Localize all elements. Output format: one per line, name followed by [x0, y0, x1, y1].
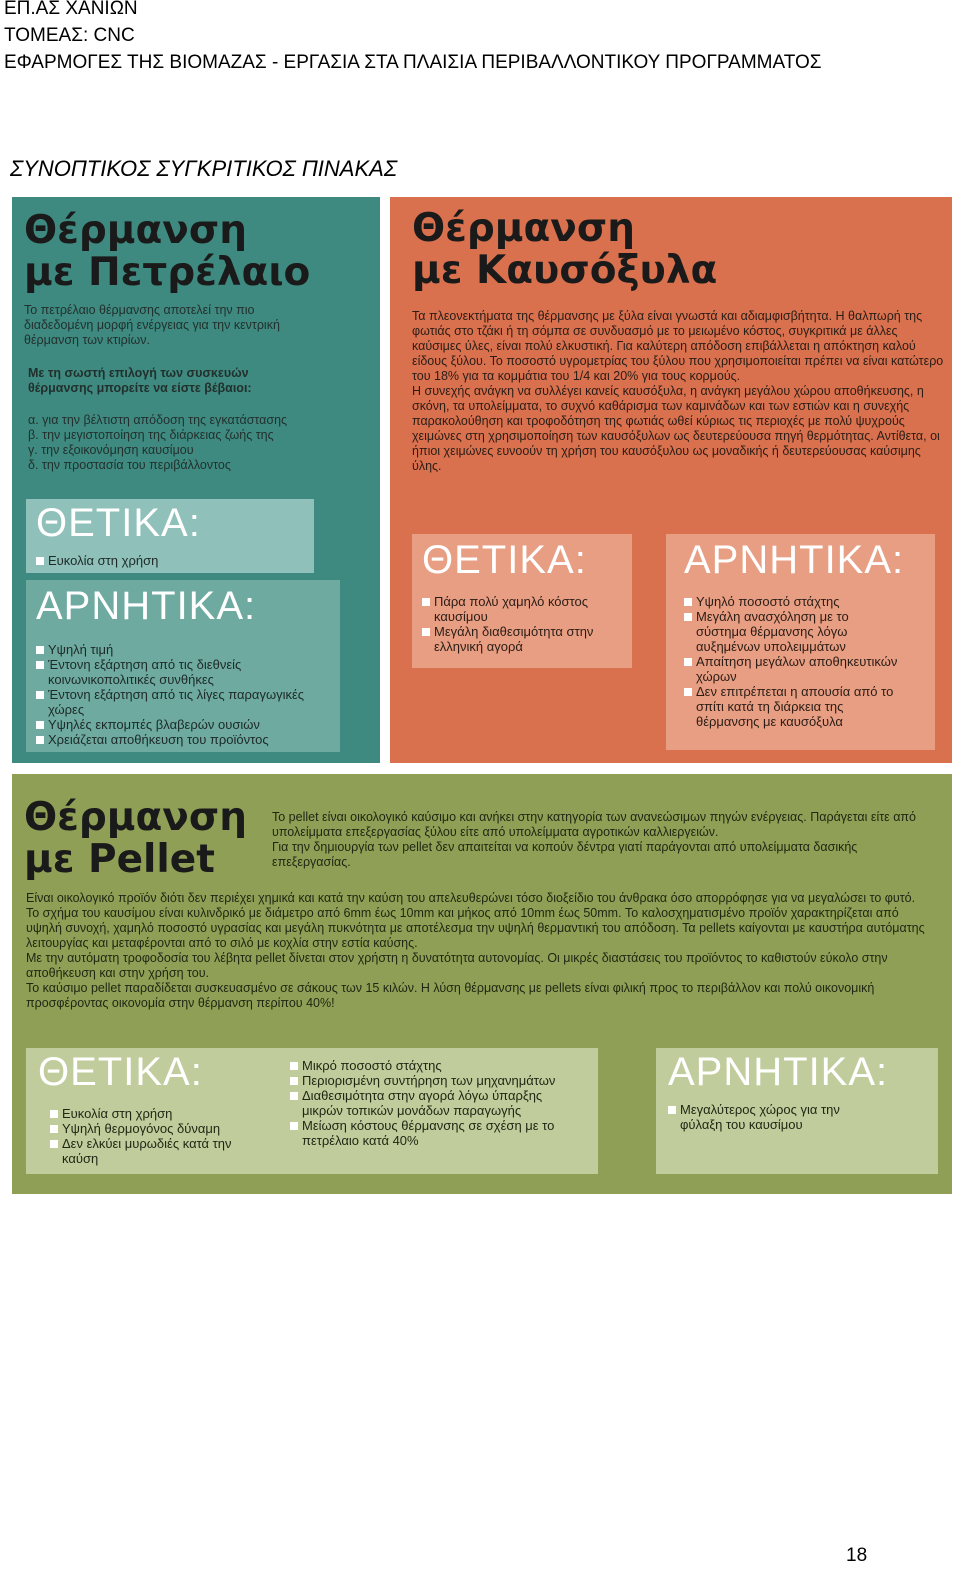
pellet-pro-item: Μείωση κόστους θέρμανσης σε σχέση με το πετρέλαιο κατά 40%	[290, 1118, 586, 1148]
page-number: 18	[846, 1545, 868, 1566]
wood-pro-item: Πάρα πολύ χαμηλό κόστος καυσίμου	[422, 594, 622, 624]
wood-pros-title: ΘΕΤΙΚΑ:	[422, 538, 587, 582]
pellet-paragraph: Το σχήμα του καυσίμου είναι κυλινδρικό με διάμετρο από 6mm έως 10mm και μήκος από 10mm έως 50mm. Το καλοσχηματισμένο προϊόν χαρακτηρίζεται από υψηλή συνοχή, χαμηλό ποσοστό υγρασίας και μεγάλη πυκνότητα με αποτέλεσμα την υψηλή θερμαντική του απόδοση. Τα pellets καίγονται με καυστήρα αυτόματης λειτουργίας και μεταφέρονται από το σιλό με κοχλία στην εστία καύσης.	[26, 906, 925, 950]
wood-title-line1: Θέρμανση	[412, 206, 635, 251]
wood-con-item: Απαίτηση μεγάλων αποθηκευτικών χώρων	[684, 654, 899, 684]
wood-title-line2: με Καυσόξυλα	[412, 248, 718, 293]
pellet-title-line1: Θέρμανση	[24, 795, 247, 840]
pellet-heating-panel	[12, 774, 952, 1194]
pellet-paragraph: Με την αυτόματη τροφοδοσία του λέβητα pellet δίνεται στον χρήστη η δυνατότητα αυτονομίας. Οι μικρές διαστάσεις του προϊόντος το καθιστούν εύκολο στην αποθήκευση και στην χρήση του.	[26, 951, 888, 980]
wood-con-item: Μεγάλη ανασχόληση με το σύστημα θέρμανσης λόγω αυξημένων υπολειμμάτων	[684, 609, 899, 654]
wood-paragraph: Τα πλεονεκτήματα της θέρμανσης με ξύλα είναι γνωστά και αδιαμφισβήτητα. Η θαλπωρή της φωτιάς στο τζάκι ή τη σόμπα σε συνδυασμό με το μειωμένο κόστος, συγκριτικά με άλλες καύσιμες ύλες, είναι πολύ ελκυστική. Για καλύτερη απόδοση επιβάλλεται η απόκτηση καλού είδους ξύλου. Το ποσοστό υγρομετρίας του ξύλου που χρησιμοποιείται πρέπει να είναι κατώτερο του 18% για τα κομμάτια του 1/4 και 20% για τους κορμούς.	[412, 309, 944, 383]
pellet-pro-item: Μικρό ποσοστό στάχτης	[290, 1058, 586, 1073]
pellet-intro	[272, 810, 932, 870]
oil-cons-title: ΑΡΝΗΤΙΚΑ:	[36, 584, 257, 628]
pellet-intro-paragraph: Το pellet είναι οικολογικό καύσιμο και ανήκει στην κατηγορία των ανανεώσιμων πηγών ενέργειας. Παράγεται είτε από υπολείμματα επεξεργασίας ξύλου είτε από υπολείμματα αγροτικών καλλιεργειών.	[272, 810, 917, 839]
oil-pros-box	[26, 499, 314, 573]
oil-con-item: Έντονη εξάρτηση από τις λίγες παραγωγικές χώρες	[36, 687, 330, 717]
header-sector: ΤΟΜΕΑΣ: CNC	[4, 25, 135, 46]
wood-heating-panel	[390, 197, 952, 763]
oil-con-item: Υψηλή τιμή	[36, 642, 330, 657]
oil-intro: Το πετρέλαιο θέρμανσης αποτελεί την πιο διαδεδομένη μορφή ενέργειας για την κεντρική θέρμανση των κτιρίων.	[24, 303, 280, 347]
pellet-pro-item: Δεν ελκύει μυρωδιές κατά την καύση	[50, 1136, 250, 1166]
wood-paragraph: Η συνεχής ανάγκη να συλλέγει κανείς καυσόξυλα, η ανάγκη μεγάλου χώρου αποθήκευσης, η σκόνη, τα υπολείμματα, το συχνό καθάρισμα των καμινάδων και των εστιών και η συνεχής παρακολούθηση και τροφοδότηση της φωτιάς ωθεί κύριως τις περιοχές με πολύ ψυχρούς χειμώνες στη χρησιμοποίηση των καυσόξυλων ως δευτερεύουσα πηγή θερμότητας. Αντίθετα, οι ήπιοι χειμώνες ευνοούν τη χρήση του καυσόξυλου ως μοναδικής ή δευτερεύουσας καύσιμης ύλης.	[412, 384, 940, 473]
pellet-title-line2: με Pellet	[24, 837, 215, 882]
oil-title-line1: Θέρμανση	[24, 208, 247, 253]
pellet-pro-item: Διαθεσιμότητα στην αγορά λόγω ύπαρξης μικρών τοπικών μονάδων παραγωγής	[290, 1088, 586, 1118]
oil-pros-title: ΘΕΤΙΚΑ:	[36, 501, 201, 545]
wood-pros-box	[412, 534, 632, 668]
pellet-cons-box	[656, 1048, 938, 1174]
oil-title-line2: με Πετρέλαιο	[24, 250, 311, 295]
wood-con-item: Υψηλό ποσοστό στάχτης	[684, 594, 899, 609]
oil-point: α. για την βέλτιστη απόδοση της εγκατάστασης	[28, 413, 288, 427]
oil-con-item: Υψηλές εκπομπές βλαβερών ουσιών	[36, 717, 330, 732]
oil-point: γ. την εξοικονόμηση καυσίμου	[28, 443, 194, 457]
pellet-cons-title: ΑΡΝΗΤΙΚΑ:	[668, 1050, 889, 1094]
pellet-paragraph: Το καύσιμο pellet παραδίδεται συσκευασμένο σε σάκους των 15 κιλών. Η λύση θέρμανσης με pellets είναι φιλική προς το περιβάλλον και πολύ οικονομική προσφέροντας οικονομία στην θέρμανση περίπου 40%!	[26, 981, 875, 1010]
pellet-pro-item: Περιορισμένη συντήρηση των μηχανημάτων	[290, 1073, 586, 1088]
pellet-pros-box	[26, 1048, 598, 1174]
oil-points	[28, 413, 368, 473]
oil-lead: Με τη σωστή επιλογή των συσκευών θέρμανσης μπορείτε να είστε βέβαιοι:	[28, 366, 252, 395]
pellet-intro-paragraph: Για την δημιουργία των pellet δεν απαιτείται να κοπούν δέντρα γιατί παράγονται από υπολείμματα δασικής επεξεργασίας.	[272, 840, 858, 869]
wood-con-item: Δεν επιτρέπεται η απουσία από το σπίτι κατά τη διάρκεια της θέρμανσης με καυσόξυλα	[684, 684, 899, 729]
oil-con-item: Χρειάζεται αποθήκευση του προϊόντος	[36, 732, 330, 747]
pellet-pro-item: Ευκολία στη χρήση	[50, 1106, 250, 1121]
oil-cons-box	[26, 580, 340, 752]
pellet-con-item: Μεγαλύτερος χώρος για την φύλαξη του καυσίμου	[668, 1102, 868, 1132]
pellet-pro-item: Υψηλή θερμογόνος δύναμη	[50, 1121, 250, 1136]
wood-cons-title: ΑΡΝΗΤΙΚΑ:	[684, 538, 905, 582]
header-project: ΕΦΑΡΜΟΓΕΣ ΤΗΣ ΒΙΟΜΑΖΑΣ - ΕΡΓΑΣΙΑ ΣΤΑ ΠΛΑΙΣΙΑ ΠΕΡΙΒΑΛΛΟΝΤΙΚΟΥ ΠΡΟΓΡΑΜΜΑΤΟΣ	[4, 52, 822, 73]
pellet-pros-title: ΘΕΤΙΚΑ:	[38, 1050, 203, 1094]
oil-con-item: Έντονη εξάρτηση από τις διεθνείς κοινωνικοπολιτικές συνθήκες	[36, 657, 330, 687]
wood-cons-box	[666, 534, 935, 750]
wood-pro-item: Μεγάλη διαθεσιμότητα στην ελληνική αγορά	[422, 624, 622, 654]
wood-description	[412, 309, 944, 474]
oil-heating-panel	[12, 197, 380, 763]
pellet-paragraph: Είναι οικολογικό προϊόν διότι δεν περιέχει χημικά και κατά την καύση του απελευθερώνει τόσο διοξείδιο του άνθρακα όσο απορρόφησε για να μεγαλώσει το φυτό.	[26, 891, 916, 905]
oil-point: β. την μεγιστοποίηση της διάρκειας ζωής της	[28, 428, 274, 442]
page-subtitle: ΣΥΝΟΠΤΙΚΟΣ ΣΥΓΚΡΙΤΙΚΟΣ ΠΙΝΑΚΑΣ	[10, 156, 398, 181]
pellet-description	[26, 891, 936, 1011]
oil-point: δ. την προστασία του περιβάλλοντος	[28, 458, 231, 472]
header-school: ΕΠ.ΑΣ ΧΑΝΙΩΝ	[4, 0, 138, 19]
oil-pro-item: Ευκολία στη χρήση	[36, 553, 304, 568]
